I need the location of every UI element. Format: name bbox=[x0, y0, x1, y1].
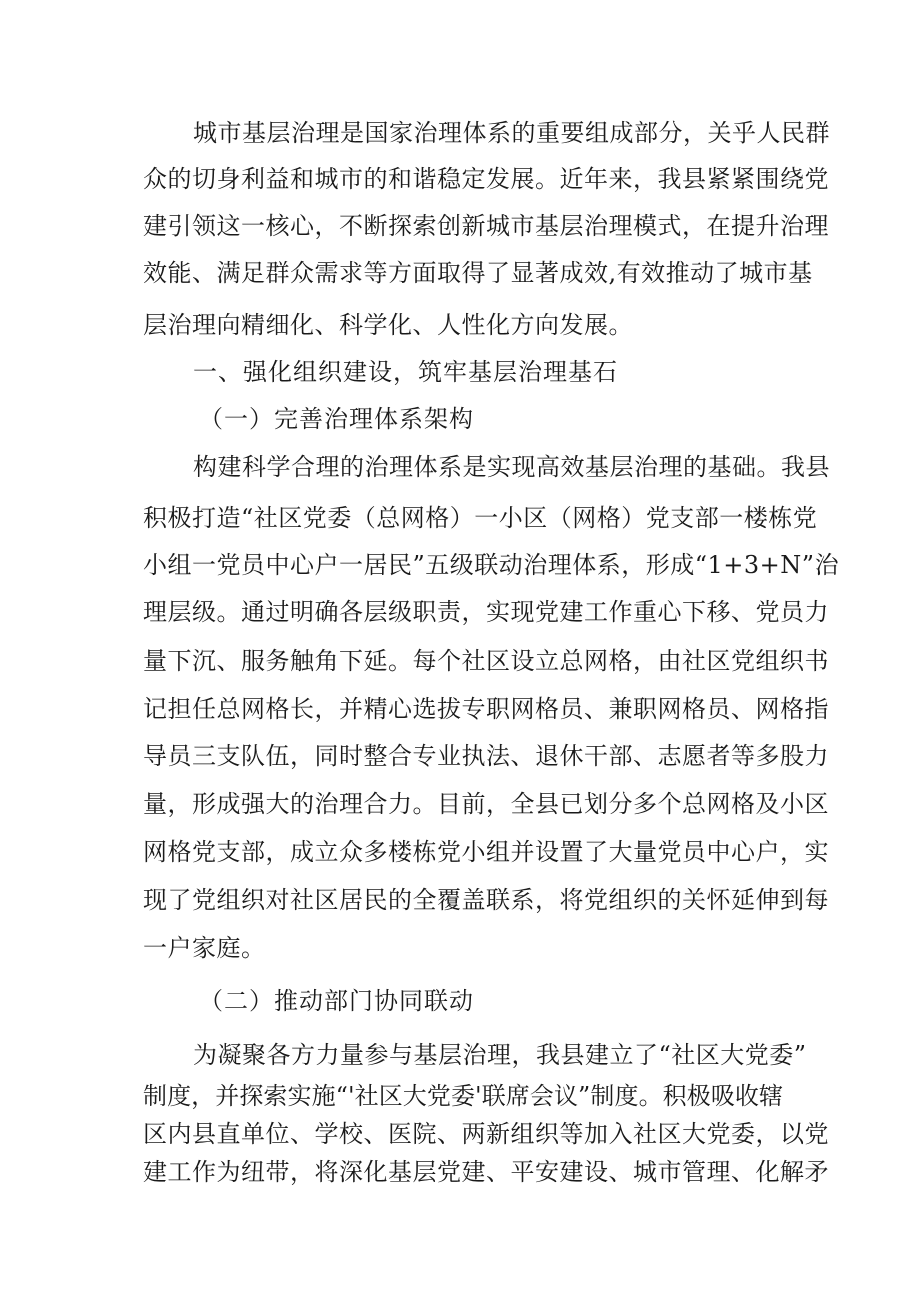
para2-line-7: 导员三支队伍，同时整合专业执法、退休干部、志愿者等多股力 bbox=[143, 742, 829, 770]
para1-line-4: 效能、满足群众需求等方面取得了显著成效,有效推动了城市基 bbox=[143, 259, 813, 287]
para2-line-9: 网格党支部，成立众多楼栋党小组并设置了大量党员中心户，实 bbox=[143, 838, 829, 866]
subsection-heading-1: （一）完善治理体系架构 bbox=[199, 405, 474, 433]
para3-line-4: 建工作为纽带，将深化基层党建、平安建设、城市管理、化解矛 bbox=[143, 1158, 829, 1186]
para2-line-4: 理层级。通过明确各层级职责，实现党建工作重心下移、党员力 bbox=[143, 598, 829, 626]
para2-line-6: 记担任总网格长，并精心选拔专职网格员、兼职网格员、网格指 bbox=[143, 695, 829, 723]
para3-line-2: 制度，并探索实施“'社区大党委'联席会议”制度。积极吸收辖 bbox=[143, 1082, 783, 1110]
para2-line-1: 构建科学合理的治理体系是实现高效基层治理的基础。我县 bbox=[193, 453, 830, 481]
para1-line-5: 层治理向精细化、科学化、人性化方向发展。 bbox=[143, 311, 633, 339]
para2-line-3: 小组一党员中心户一居民”五级联动治理体系，形成“1+3+N”治 bbox=[143, 551, 840, 579]
para2-line-5: 量下沉、服务触角下延。每个社区设立总网格，由社区党组织书 bbox=[143, 647, 829, 675]
section-heading-1: 一、强化组织建设，筑牢基层治理基石 bbox=[193, 358, 618, 386]
para2-line-10: 现了党组织对社区居民的全覆盖联系，将党组织的关怀延伸到每 bbox=[143, 886, 829, 914]
subsection-heading-2: （二）推动部门协同联动 bbox=[199, 987, 474, 1015]
para1-line-2: 众的切身利益和城市的和谐稳定发展。近年来，我县紧紧围绕党 bbox=[143, 165, 829, 193]
para2-line-2: 积极打造“社区党委（总网格）一小区（网格）党支部一楼栋党 bbox=[143, 504, 818, 532]
para2-line-11: 一户家庭。 bbox=[143, 934, 266, 962]
para1-line-1: 城市基层治理是国家治理体系的重要组成部分，关乎人民群 bbox=[193, 119, 830, 147]
para2-line-8: 量，形成强大的治理合力。目前，全县已划分多个总网格及小区 bbox=[143, 790, 829, 818]
para3-line-3: 区内县直单位、学校、医院、两新组织等加入社区大党委，以党 bbox=[143, 1120, 829, 1148]
para3-line-1: 为凝聚各方力量参与基层治理，我县建立了“社区大党委” bbox=[193, 1041, 807, 1069]
para1-line-3: 建引领这一核心，不断探索创新城市基层治理模式，在提升治理 bbox=[143, 212, 829, 240]
